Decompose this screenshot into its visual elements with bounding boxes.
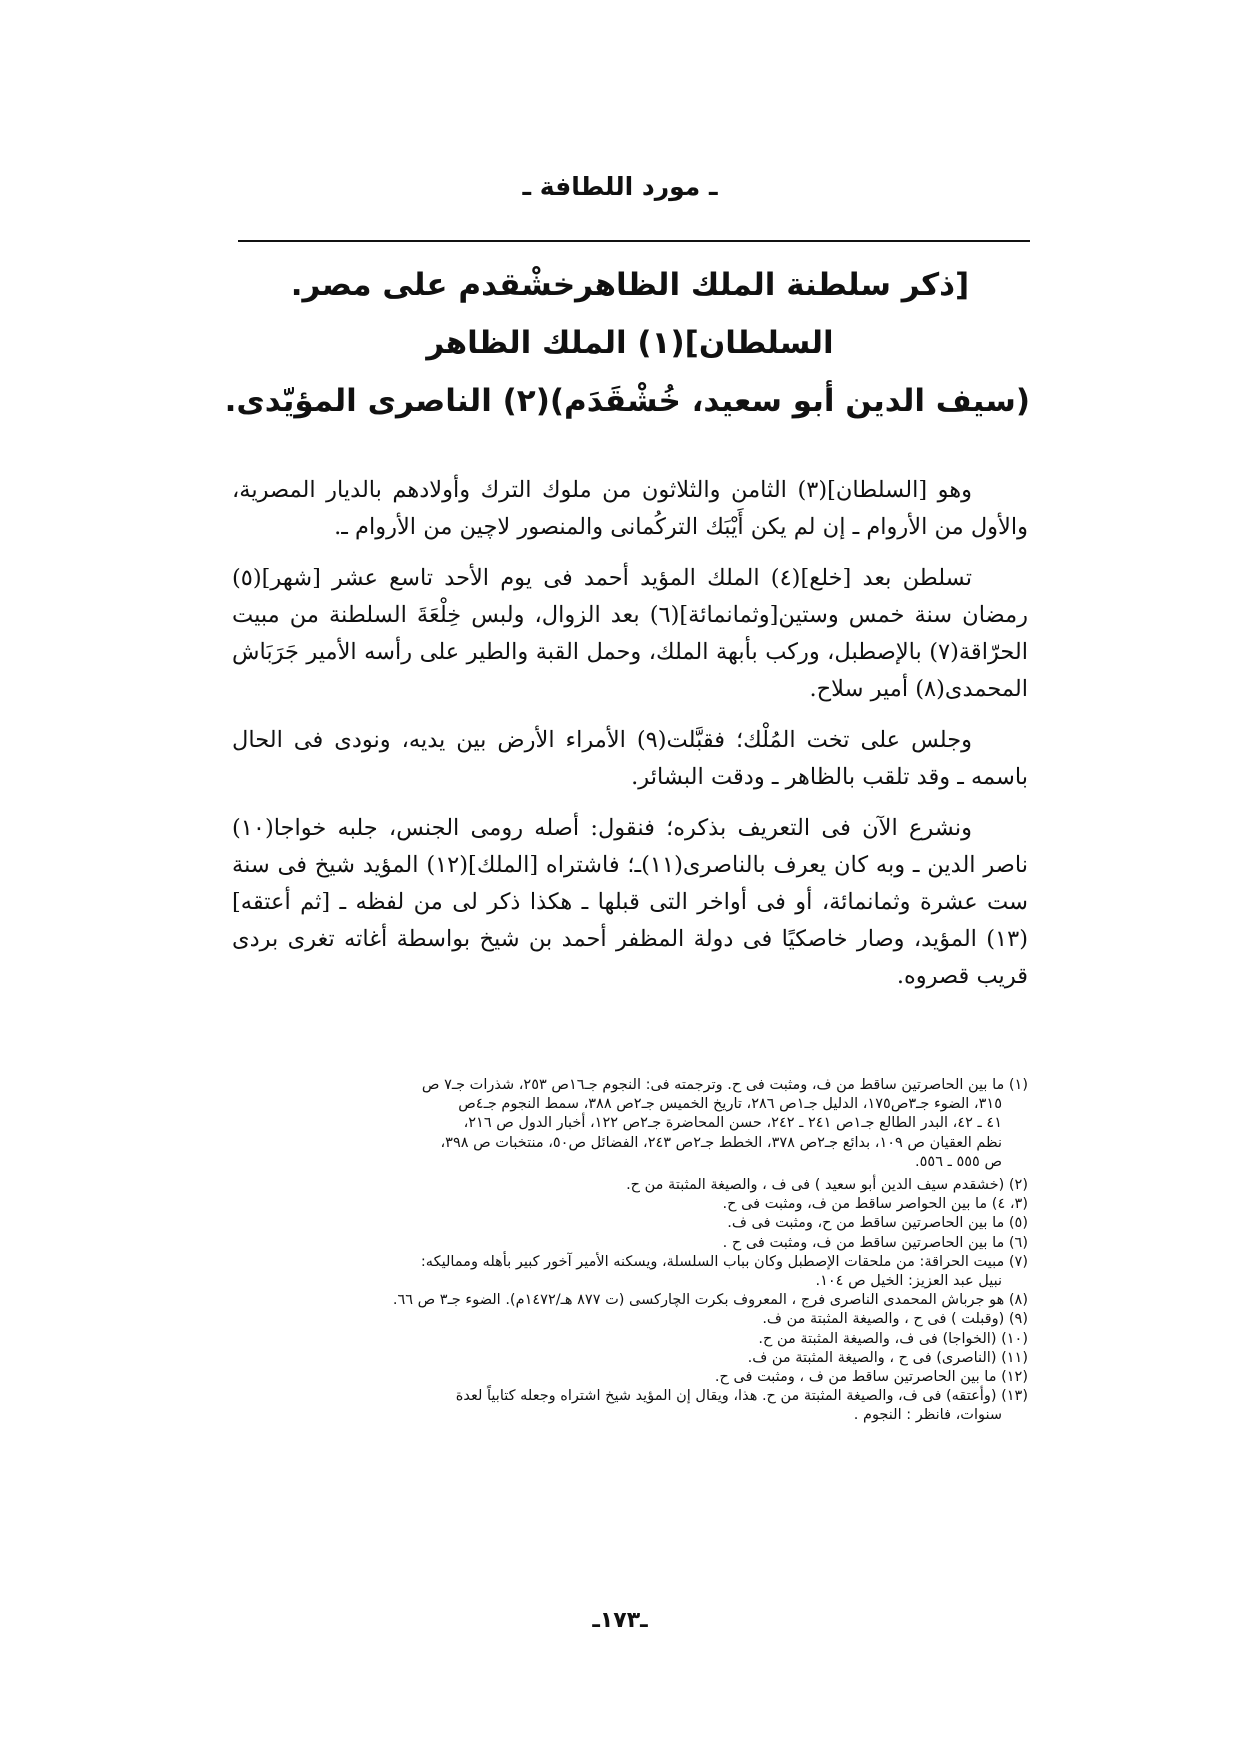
page-number: ـ١٧٣ـ [592,1608,648,1633]
footnote-1-continued: ص ٥٥٥ ـ ٥٥٦. [915,1153,1002,1170]
paragraph-3: وجلس على تخت المُلْك؛ فقبَّلت(٩) الأمراء الأرض بين يديه، ونودى فى الحال باسمه ـ وقد تلقب بالظاهر ـ ودقت البشائر. [232,727,1028,790]
footnote-12: (١٢) ما بين الحاصرتين ساقط من ف ، ومثبت فى ح. [714,1369,1028,1386]
footnote-7-continued: نبيل عبد العزيز: الخيل ص ١٠٤. [815,1273,1002,1290]
footnote-1-continued: نظم العقيان ص ١٠٩، بدائع جـ٢ص ٣٧٨، الخطط جـ٢ص ٢٤٣، الفضائل ص٥٠، منتخبات ص ٣٩٨، [440,1134,1002,1151]
running-header: ـ مورد اللطافة ـ [522,172,718,201]
footnote-11: (١١) (الناصرى) فى ح ، والصيغة المثبتة من ف. [747,1349,1028,1366]
footnote-7: (٧) مبيت الحراقة: من ملحقات الإصطبل وكان بباب السلسلة، ويسكنه الأمير آخور كبير بأهله ومماليكه: [420,1253,1028,1270]
footnote-1-continued: ٤١ ـ ٤٢، البدر الطالع جـ١ص ٢٤١ ـ ٢٤٢، حسن المحاضرة جـ٢ص ١٢٢، أخبار الدول ص ٢١٦، [463,1115,1002,1132]
paragraph-1: وهو [السلطان](٣) الثامن والثلاثون من ملوك الترك وأولادهم بالديار المصرية، والأول من الأروام ـ إن لم يكن أَيْبَك التركُمانى والمنصور لاچين من الأروام ـ. [232,477,1028,540]
footnote-5: (٥) ما بين الحاصرتين ساقط من ح، ومثبت فى ف. [727,1215,1028,1232]
footnote-2: (٢) (خشقدم سيف الدين أبو سعيد ) فى ف ، والصيغة المثبتة من ح. [626,1177,1028,1194]
chapter-title [224,256,1030,430]
footnotes [240,1076,1028,1426]
title-line-3: (سيف الدين أبو سعيد، خُشْقَدَم)(٢) الناصرى المؤيّدى. [224,383,1030,419]
footnote-8: (٨) هو جرباش المحمدى الناصرى فرج ، المعروف بكرت الچاركسى (ت ٨٧٧ هـ/١٤٧٢م). الضوء جـ٣ ص ٦٦. [392,1292,1028,1309]
footnote-1-continued: ٣١٥، الضوء جـ٣ص١٧٥، الدليل جـ١ص ٢٨٦، تاريخ الخميس جـ٢ص ٣٨٨، سمط النجوم جـ٤ص [458,1096,1002,1113]
footnote-10: (١٠) (الخواجا) فى ف، والصيغة المثبتة من ح. [758,1330,1028,1347]
title-line-2: السلطان](١) الملك الظاهر [426,325,834,361]
title-line-1: [ذكر سلطنة الملك الظاهرخشْقدم على مصر. [290,267,970,303]
paragraph-2: تسلطن بعد [خلع](٤) الملك المؤيد أحمد فى يوم الأحد تاسع عشر [شهر](٥) رمضان سنة خمس وستين[وثمانمائة](٦) بعد الزوال، ولبس خِلْعَةَ السلطنة من مبيت الحرّاقة(٧) بالإصطبل، وركب بأبهة الملك، وحمل القبة والطير على رأسه الأمير جَرَبَاش المحمدى(٨) أمير سلاح. [232,565,1028,702]
header-divider [238,240,1030,242]
footnote-13-continued: سنوات، فانظر : النجوم . [853,1407,1002,1424]
footnote-1: (١) ما بين الحاصرتين ساقط من ف، ومثبت فى ح. وترجمته فى: النجوم جـ١٦ص ٢٥٣، شذرات جـ٧ ص [421,1077,1028,1093]
footnote-9: (٩) (وقبلت ) فى ح ، والصيغة المثبتة من ف. [762,1311,1028,1328]
footnote-13: (١٣) (وأعتقه) فى ف، والصيغة المثبتة من ح. هذا، ويقال إن المؤيد شيخ اشتراه وجعله كتابياً لعدة [455,1388,1028,1405]
paragraph-4: ونشرع الآن فى التعريف بذكره؛ فنقول: أصله رومى الجنس، جلبه خواجا(١٠) ناصر الدين ـ وبه كان يعرف بالناصرى(١١)ـ؛ فاشتراه [الملك](١٢) المؤيد شيخ فى سنة ست عشرة وثمانمائة، أو فى أواخر التى قبلها ـ هكذا ذكر لى من لفظه ـ [ثم أعتقه](١٣) المؤيد، وصار خاصكيًا فى دولة المظفر أحمد بن شيخ بواسطة أغاته تغرى بردى قريب قصروه. [232,815,1028,989]
footnote-6: (٦) ما بين الحاصرتين ساقط من ف، ومثبت فى ح . [722,1234,1028,1251]
footnote-3-4: (٣، ٤) ما بين الحواصر ساقط من ف، ومثبت فى ح. [722,1196,1028,1213]
main-text [232,472,1028,1009]
